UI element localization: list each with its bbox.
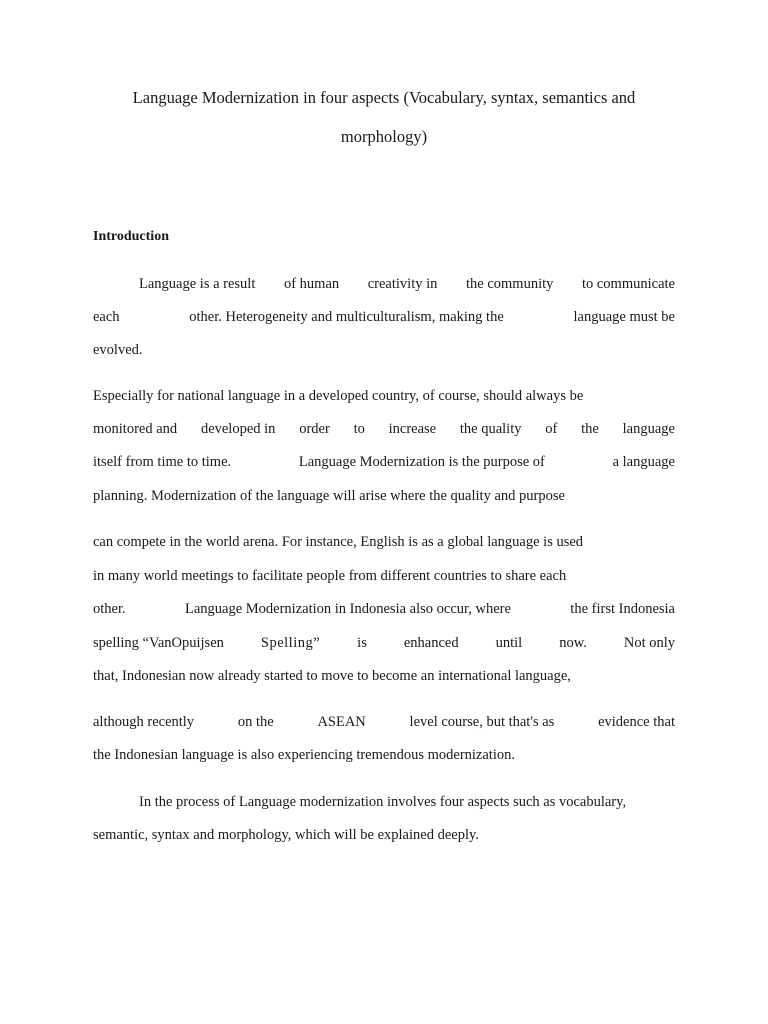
text-segment: of [545,421,558,437]
paragraph-2-line-4: planning. Modernization of the language will arise where the quality and purpose [93,488,565,504]
paragraph-5-line-1: In the process of Language modernization involves four aspects such as vocabulary, [139,794,627,810]
paragraph-5-line-2: semantic, syntax and morphology, which will be explained deeply. [93,827,479,843]
paragraph-1-line-3: evolved. [93,342,143,358]
text-segment: enhanced [403,635,459,651]
text-segment: to [353,421,365,437]
text-segment: language must be [573,309,675,325]
text-segment: language [622,421,675,437]
text-segment: increase [388,421,437,437]
paragraph-4-line-2: the Indonesian language is also experiencing tremendous modernization. [93,747,515,763]
paragraph-1-line-1 [139,275,675,293]
paragraph-3-line-3 [93,600,675,618]
text-segment: Language is a result [139,276,256,292]
text-segment: the first Indonesia [570,601,675,617]
text-segment: of human [283,276,340,292]
paragraph-2-line-2 [93,420,675,438]
text-segment: each [93,309,120,325]
text-segment: Not only [623,635,675,651]
text-segment: Spelling” [260,635,321,651]
paragraph-3-line-4 [93,634,675,652]
document-title-line-1: Language Modernization in four aspects (Vocabulary, syntax, semantics and [132,88,636,107]
text-segment: Language Modernization is the purpose of [298,454,545,470]
text-segment: the [581,421,599,437]
text-segment: other. [93,601,126,617]
section-heading-introduction: Introduction [93,229,169,244]
text-segment: developed in [200,421,276,437]
paragraph-2-line-1: Especially for national language in a developed country, of course, should always be [93,388,584,404]
text-segment: to communicate [581,276,675,292]
text-segment: itself from time to time. [93,454,232,470]
text-segment: on the [237,714,274,730]
document-title-line-2: morphology) [340,127,428,146]
text-segment: level course, but that's as [409,714,555,730]
text-segment: now. [559,635,587,651]
text-segment: spelling “VanOpuijsen [93,635,224,651]
text-segment: until [495,635,523,651]
text-segment: evidence that [598,714,675,730]
text-segment: although recently [93,714,195,730]
paragraph-3-line-2: in many world meetings to facilitate people from different countries to share each [93,568,567,584]
text-segment: order [299,421,330,437]
text-segment: is [357,635,367,651]
text-segment: other. Heterogeneity and multiculturalism, making the [189,309,504,325]
paragraph-4-line-1 [93,713,675,731]
text-segment: ASEAN [317,714,366,730]
paragraph-3-line-1: can compete in the world arena. For instance, English is as a global language is used [93,534,584,550]
text-segment: monitored and [93,421,178,437]
paragraph-3-line-5: that, Indonesian now already started to move to become an international language, [93,668,571,684]
paragraph-1-line-2 [93,308,675,326]
text-segment: creativity in [367,276,438,292]
text-segment: the quality [459,421,522,437]
text-segment: the community [465,276,554,292]
text-segment: a language [612,454,675,470]
paragraph-2-line-3 [93,453,675,471]
text-segment: Language Modernization in Indonesia also occur, where [184,601,511,617]
